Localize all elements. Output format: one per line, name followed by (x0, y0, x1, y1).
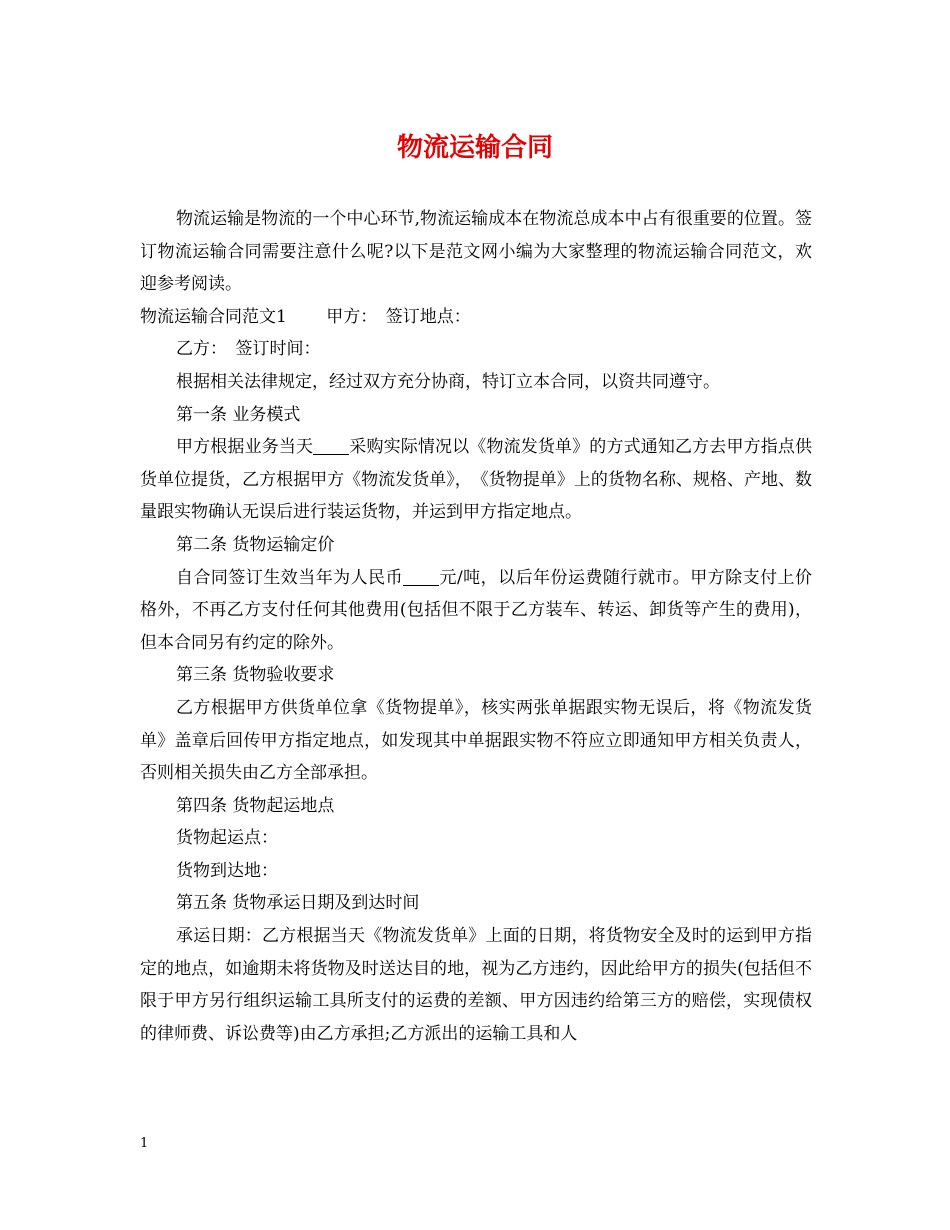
document-title: 物流运输合同 (396, 133, 553, 163)
article-1-title: 第一条 业务模式 (176, 404, 301, 425)
page-number: 1 (140, 1136, 149, 1151)
document-body (140, 203, 812, 1050)
article-2-title: 第二条 货物运输定价 (176, 534, 335, 555)
preamble-paragraph: 根据相关法律规定，经过双方充分协商，特订立本合同，以资共同遵守。 (176, 371, 720, 392)
article-4-origin: 货物起运点： (176, 828, 278, 849)
sample-header-line: 物流运输合同范文1 甲方： 签订地点： (140, 306, 471, 327)
blank-line (403, 568, 439, 586)
article-2-text-start: 自合同签订生效当年为人民币 (176, 567, 404, 588)
blank-line (313, 437, 349, 455)
article-3-title: 第三条 货物验收要求 (176, 665, 335, 686)
article-2-text-end: 元/吨，以后年份运费随行就市。甲方除支付上价格外，不再乙方支付任何其他费用(包括但不限于乙方装车、转运、卸货等产生的费用)，但本合同另有约定的除外。 (140, 567, 812, 653)
article-3-paragraph: 乙方根据甲方供货单位拿《货物提单》，核实两张单据跟实物无误后，将《物流发货单》盖章后回传甲方指定地点，如发现其中单据跟实物不符应立即通知甲方相关负责人，否则相关损失由乙方全部承担。 (140, 697, 812, 784)
article-5-paragraph: 承运日期：乙方根据当天《物流发货单》上面的日期，将货物安全及时的运到甲方指定的地点，如逾期未将货物及时送达目的地，视为乙方违约，因此给甲方的损失(包括但不限于甲方另行组织运输工具所支付的运费的差额、甲方因违约给第三方的赔偿，实现债权的律师费、诉讼费等)由乙方承担;乙方派出的运输工具和人 (140, 926, 812, 1044)
party-b-line: 乙方： 签订时间： (176, 339, 321, 360)
article-1-paragraph (140, 431, 812, 529)
article-5-title: 第五条 货物承运日期及到达时间 (176, 893, 420, 914)
article-2-paragraph (140, 562, 812, 660)
article-4-title: 第四条 货物起运地点 (176, 795, 335, 816)
article-1-text-start: 甲方根据业务当天 (176, 437, 314, 458)
intro-paragraph: 物流运输是物流的一个中心环节,物流运输成本在物流总成本中占有很重要的位置。签订物流运输合同需要注意什么呢?以下是范文网小编为大家整理的物流运输合同范文，欢迎参考阅读。 (140, 209, 812, 295)
article-4-destination: 货物到达地： (176, 860, 278, 881)
article-1-text-end: 采购实际情况以《物流发货单》的方式通知乙方去甲方指点供货单位提货，乙方根据甲方《物流发货单》， 《货物提单》上的货物名称、规格、产地、数量跟实物确认无误后进行装运货物，并运到甲方指定地点。 (140, 437, 813, 523)
